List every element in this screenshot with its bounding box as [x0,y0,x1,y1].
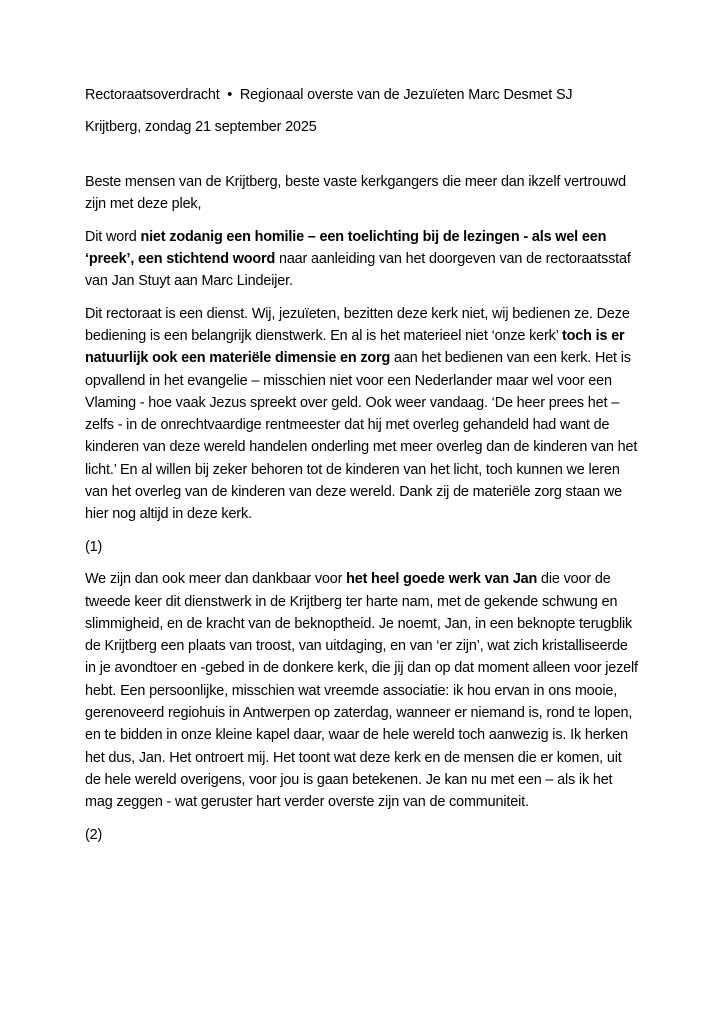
paragraph-2-text-c: aan het bedienen van een kerk. Het is opvallend in het evangelie – misschien niet voor een Nederlander maar wel voor een Vlaming - hoe vaak Jezus spreekt over geld. Ook weer vandaag. ‘De heer prees het – zelfs - in de onrechtvaardige rentmeester dat hij met overleg gehandeld had want de kinderen van deze wereld handelen onderling met meer overleg dan de kinderen van het licht.’ En al willen bij zeker behoren tot de kinderen van het licht, toch kunnen we leren van het overleg van de kinderen van deze wereld. Dank zij de materiële zorg staan we hier nog altijd in deze kerk. [85,350,638,523]
document-page [85,84,641,856]
paragraph-2 [85,303,641,526]
paragraph-3 [85,568,641,813]
paragraph-2-text-a: Dit rectoraat is een dienst. Wij, jezuïeten, bezitten deze kerk niet, wij bedienen ze. Deze bediening is een belangrijk dienstwerk. En al is het materieel niet ‘onze kerk’ [85,305,630,344]
section-marker-1: (1) [85,538,103,555]
paragraph-3-text-c: die voor de tweede keer dit dienstwerk in de Krijtberg ter harte nam, met de gekende schwung en slimmigheid, en de kracht van de beknoptheid. Je noemt, Jan, in een beknopte terugblik de Krijtberg een plaats van troost, van uitdaging, en van ‘er zijn’, wat zich kristalliseerde in je avondtoer en -gebed in de donkere kerk, die jij dan op dat moment alleen voor jezelf hebt. Een persoonlijke, misschien wat vreemde associatie: ik hou ervan in ons mooie, gerenoveerd regiohuis in Antwerpen op zaterdag, wanneer er niemand is, rond te lopen, en te bidden in onze kleine kapel daar, waar de hele wereld toch aanwezig is. Ik herken het dus, Jan. Het ontroert mij. Het toont wat deze kerk en de mensen die er komen, uit de hele wereld overigens, voor jou is gaan betekenen. Je kan nu met een – als ik het mag zeggen - wat geruster hart verder overste zijn van de communiteit. [85,571,638,811]
paragraph-2-bold: toch is er natuurlijk ook een materiële dimensie en zorg [85,327,625,367]
paragraph-1-bold: niet zodanig een homilie – een toelichting bij de lezingen - als wel een ‘preek’, een stichtend woord [85,228,607,267]
paragraph-1-text-a: Dit word [85,228,141,245]
section-marker-2: (2) [85,826,103,843]
paragraph-3-bold: het heel goede werk van Jan [346,571,538,588]
header-title-left: Rectoraatsoverdracht [85,87,220,103]
header-line [85,84,641,106]
date-line: Krijtberg, zondag 21 september 2025 [85,119,317,136]
paragraph-1-text-c: naar aanleiding van het doorgeven van de rectoraatsstaf van Jan Stuyt aan Marc Lindeijer. [85,250,631,290]
paragraph-3-text-a: We zijn dan ook meer dan dankbaar voor [85,571,347,588]
header-separator: • [227,87,233,103]
greeting-paragraph: Beste mensen van de Krijtberg, beste vaste kerkgangers die meer dan ikzelf vertrouwd zijn met deze plek, [85,173,626,213]
header-title-right: Regionaal overste van de Jezuïeten Marc Desmet SJ [239,87,573,103]
paragraph-1 [85,226,641,293]
